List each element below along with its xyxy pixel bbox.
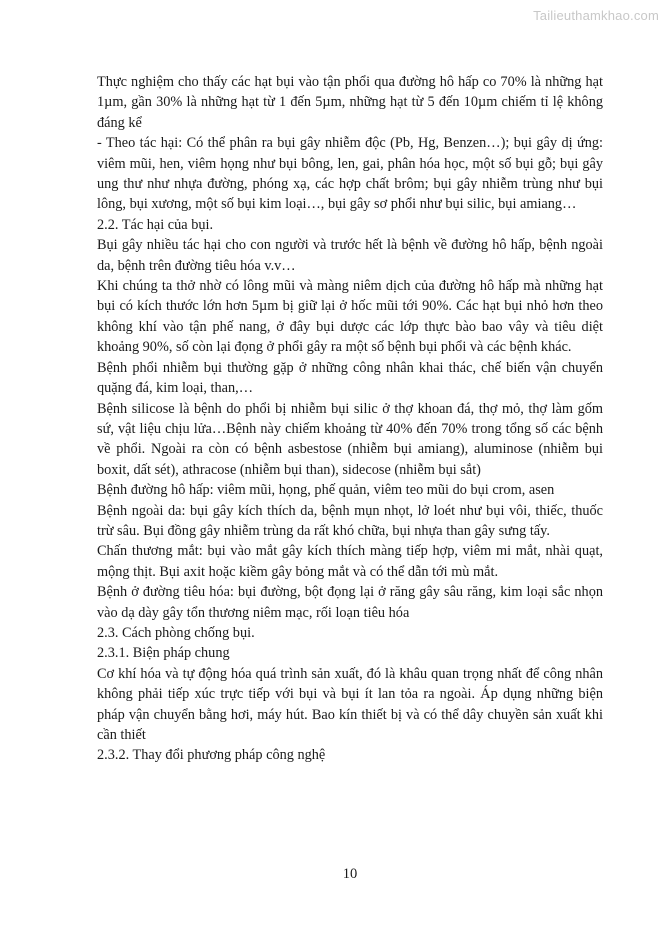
paragraph-silicose: Bệnh silicose là bệnh do phổi bị nhiễm bụi silic ở thợ khoan đá, thợ mỏ, thợ làm gốm sứ, vật liệu chịu lửa…Bệnh này chiếm khoảng từ 40% đến 70% trong tổng số các bệnh về phổi. Ngoài ra còn có bệnh asbestose (nhiễm bụi amiang), aluminose (nhiễm bụi boxit, dất sét), athracose (nhiễm bụi than), sidecose (nhiễm bụi sắt) xyxy=(97,400,603,478)
paragraph-skin-disease: Bệnh ngoài da: bụi gây kích thích da, bệnh mụn nhọt, lở loét như bụi vôi, thiếc, thuốc trừ sâu. Bụi đồng gây nhiễm trùng da rất khó chữa, bụi nhựa than gây sưng tấy. xyxy=(97,502,603,539)
section-heading-2-3-1: 2.3.1. Biện pháp chung xyxy=(97,645,230,662)
section-heading-2-3-2: 2.3.2. Thay đổi phương pháp công nghệ xyxy=(97,747,326,764)
page-number: 10 xyxy=(342,866,358,882)
paragraph-dust-harms-intro: Bụi gây nhiều tác hại cho con người và trước hết là bệnh về đường hô hấp, bệnh ngoài da, bệnh trên đường tiêu hóa v.v… xyxy=(97,237,603,274)
paragraph-respiratory-filtering: Khi chúng ta thở nhờ có lông mũi và màng niêm dịch của đường hô hấp mà những hạt bụi có kích thước lớn hơn 5µm bị giữ lại ở hốc mũi tới 90%. Các hạt bụi nhỏ hơn theo không khí vào tận phế nang, ở đây bụi dược các lớp thực bào bao vây và tiêu diệt khoảng 90%, số còn lại đọng ở phổi gây ra một số bệnh bụi phổi và các bệnh khác. xyxy=(97,278,603,356)
paragraph-respiratory-disease: Bệnh đường hô hấp: viêm mũi, họng, phế quản, viêm teo mũi do bụi crom, asen xyxy=(97,482,555,499)
section-heading-2-2: 2.2. Tác hại của bụi. xyxy=(97,216,214,233)
paragraph-experiment-findings: Thực nghiệm cho thấy các hạt bụi vào tận phổi qua đường hô hấp co 70% là những hạt 1µm, gần 30% là những hạt từ 1 đến 5µm, những hạt từ 5 đến 10µm chiếm tỉ lệ không đáng kể xyxy=(97,74,603,131)
paragraph-eye-injury: Chấn thương mắt: bụi vào mắt gây kích thích màng tiếp hợp, viêm mi mắt, nhài quạt, mộng thịt. Bụi axit hoặc kiềm gây bỏng mắt và có thể dẫn tới mù mắt. xyxy=(97,543,603,580)
document-body xyxy=(97,72,603,766)
paragraph-pneumoconiosis: Bệnh phổi nhiễm bụi thường gặp ở những công nhân khai thác, chế biến vận chuyển quặng đá, kim loại, than,… xyxy=(97,359,603,397)
watermark: Tailieuthamkhao.com xyxy=(533,8,659,23)
paragraph-harm-classification: - Theo tác hại: Có thể phân ra bụi gây nhiễm độc (Pb, Hg, Benzen…); bụi gây dị ứng: viêm mũi, hen, viêm họng như bụi bông, len, gai, phân hóa học, một số bụi gỗ; bụi gây ung thư như nhựa đường, phóng xạ, các hợp chất brôm; bụi gây nhiễm trùng như bụi lông, bụi xương, một số bụi kim loại…, bụi gây sơ phổi như bụi silic, bụi amiang… xyxy=(97,135,603,213)
paragraph-digestive-disease: Bệnh ở đường tiêu hóa: bụi đường, bột đọng lại ở răng gây sâu răng, kim loại sắc nhọn vào dạ dày gây tổn thương niêm mạc, rối loạn tiêu hóa xyxy=(97,584,603,621)
section-heading-2-3: 2.3. Cách phòng chống bụi. xyxy=(97,624,255,641)
paragraph-mechanization: Cơ khí hóa và tự động hóa quá trình sản xuất, đó là khâu quan trọng nhất để công nhân không phải tiếp xúc trực tiếp với bụi và bụi ít lan tỏa ra ngoài. Áp dụng những biện pháp vận chuyển bằng hơi, máy hút. Bao kín thiết bị và có thể dây chuyền sản xuất khi cần thiết xyxy=(97,665,603,743)
